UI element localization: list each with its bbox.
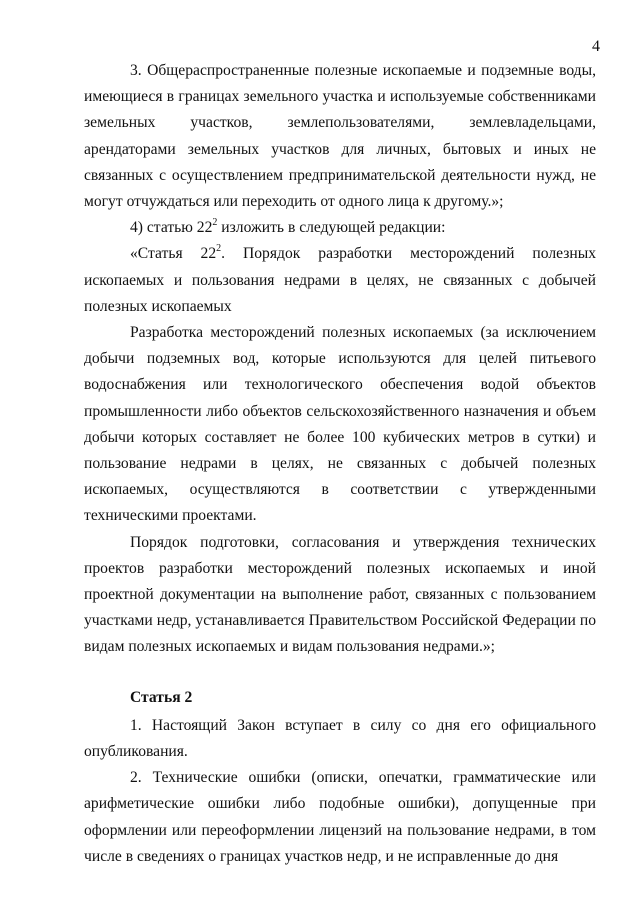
- superscript: 2: [212, 217, 218, 229]
- paragraph-amend-article-22-2: [84, 215, 596, 241]
- document-body: [84, 58, 596, 870]
- page-number: 4: [592, 38, 600, 55]
- paragraph-technical-errors: 2. Технические ошибки (описки, опечатки, грамматические или арифметические ошибки либо подобные ошибки), допущенные при оформлении или переоформлении лицензий на пользование недрами, в том числе в сведениях о границах участков недр, и не исправленные до дня: [84, 769, 596, 865]
- paragraph-procedure: Порядок подготовки, согласования и утверждения технических проектов разработки месторождений полезных ископаемых и иной проектной документации на выполнение работ, связанных с пользованием участками недр, устанавливается Правительством Российской Федерации по видам полезных ископаемых и видам пользования недрами.»;: [84, 533, 596, 656]
- paragraph-development: Разработка месторождений полезных ископаемых (за исключением добычи подземных вод, которые используются для целей питьевого водоснабжения или технологического обеспечения водой объектов промышленности либо объектов сельскохозяйственного назначения и объем добычи которых составляет не более 100 кубических метров в сутки) и пользование недрами в целях, не связанных с добычей полезных ископаемых, осуществляются в соответствии с утвержденными техническими проектами.: [84, 324, 596, 525]
- paragraph-entry-into-force: 1. Настоящий Закон вступает в силу со дня его официального опубликования.: [84, 716, 596, 761]
- paragraph-text: изложить в следующей редакции:: [217, 219, 446, 237]
- article-title-text: «Статья 22: [130, 245, 217, 263]
- article-title-text: . Порядок разработки месторождений полезных ископаемых и пользования недрами в целях, не связанных с добычей полезных ископаемых: [84, 245, 596, 315]
- superscript: 2: [216, 243, 222, 255]
- article-22-2-title: [84, 241, 596, 320]
- article-2-heading: Статья 2: [130, 688, 193, 706]
- paragraph-item-3: 3. Общераспространенные полезные ископаемые и подземные воды, имеющиеся в границах земельного участка и используемые собственниками земельных участков, землепользователями, землевладельцами, арендаторами земельных участков для личных, бытовых и иных не связанных с осуществлением предпринимательской деятельности нужд, не могут отчуждаться или переходить от одного лица к другому.»;: [84, 62, 596, 211]
- paragraph-text: 4) статью 22: [130, 219, 213, 237]
